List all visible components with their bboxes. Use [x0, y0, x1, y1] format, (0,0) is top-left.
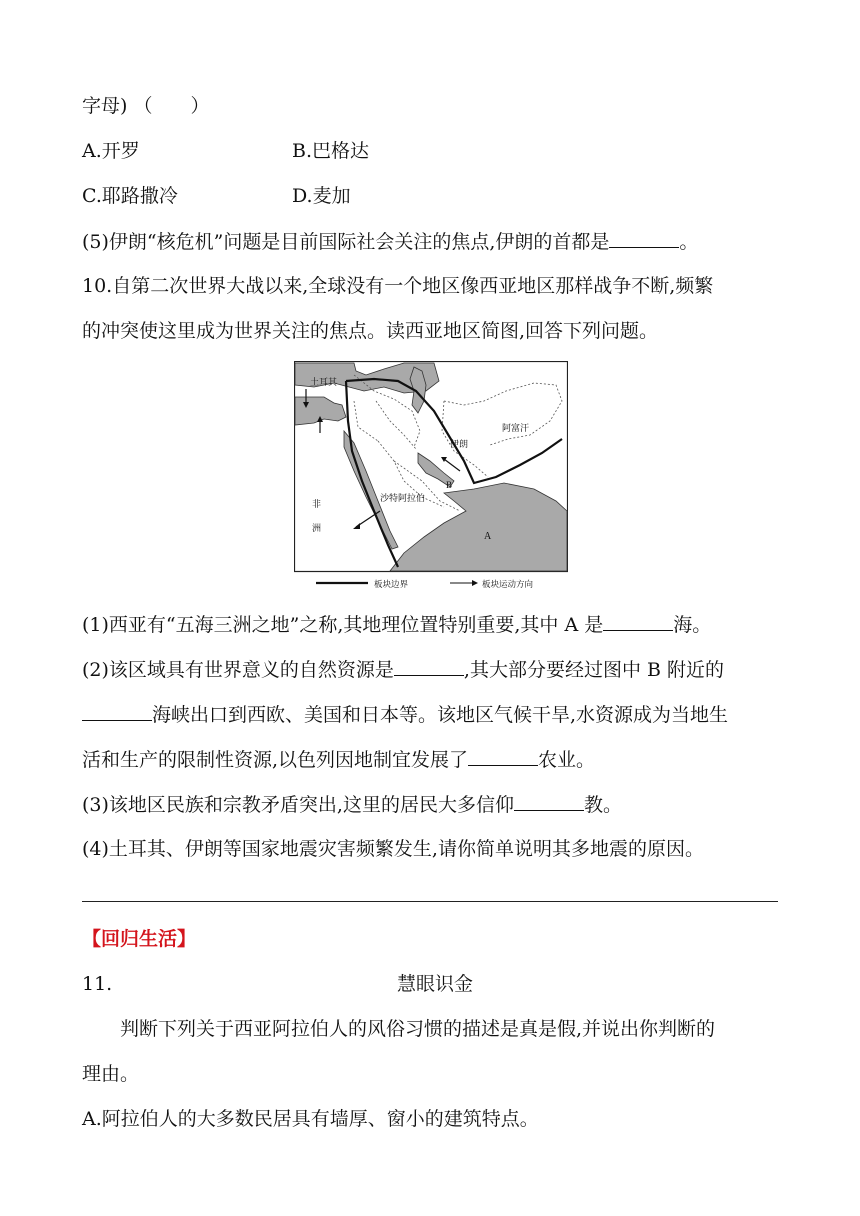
q9-sub5 — [82, 227, 698, 256]
q10-sub2-text: (2)该区域具有世界意义的自然资源是 — [82, 659, 394, 681]
q10-sub4: (4)土耳其、伊朗等国家地震灾害频繁发生,请你简单说明其多地震的原因。 — [82, 838, 704, 860]
q9-option-a: A.开罗 — [82, 140, 140, 162]
q10-intro-line1: 10.自第二次世界大战以来,全球没有一个地区像西亚地区那样战争不断,频繁 — [82, 275, 714, 297]
q10-sub2-line3-end: 农业。 — [538, 749, 596, 771]
q11-body-line1: 判断下列关于西亚阿拉伯人的风俗习惯的描述是真是假,并说出你判断的 — [120, 1018, 716, 1040]
map-label-afghanistan: 阿富汗 — [502, 423, 530, 433]
q10-sub1 — [82, 610, 711, 639]
legend-direction-label: 板块运动方向 — [482, 579, 534, 589]
q11-number: 11. — [82, 973, 113, 995]
q9-sub5-text: (5)伊朗“核危机”问题是目前国际社会关注的焦点,伊朗的首都是 — [82, 231, 610, 253]
map-label-turkey: 土耳其 — [310, 377, 338, 387]
answer-blank[interactable] — [82, 700, 152, 721]
q10-sub2-line3-text: 活和生产的限制性资源,以色列因地制宜发展了 — [82, 749, 469, 771]
q10-sub3 — [82, 790, 622, 819]
q9-continuation: 字母) （ ） — [82, 95, 210, 117]
west-asia-map — [294, 361, 568, 591]
legend-boundary-label: 板块边界 — [374, 579, 409, 589]
map-label-africa-1: 非 — [312, 499, 322, 509]
answer-blank[interactable] — [468, 745, 538, 766]
q11-option-a: A.阿拉伯人的大多数民居具有墙厚、窗小的建筑特点。 — [82, 1108, 539, 1130]
q9-option-b: B.巴格达 — [292, 140, 370, 162]
q9-option-c: C.耶路撒冷 — [82, 185, 178, 207]
legend-direction-arrow — [472, 580, 478, 586]
q10-sub2-line3 — [82, 745, 595, 774]
q10-sub2-line1 — [82, 655, 724, 684]
q10-sub2-mid: ,其大部分要经过图中 B 附近的 — [463, 659, 725, 681]
map-label-a: A — [484, 531, 492, 542]
q10-intro-line2: 的冲突使这里成为世界关注的焦点。读西亚地区简图,回答下列问题。 — [82, 320, 659, 342]
q11-body-line2: 理由。 — [82, 1063, 140, 1085]
map-label-saudi: 沙特阿拉伯 — [380, 493, 426, 503]
q9-option-d: D.麦加 — [292, 185, 351, 207]
answer-blank[interactable] — [609, 227, 679, 248]
answer-blank[interactable] — [394, 655, 464, 676]
q10-sub1-end: 海。 — [673, 614, 712, 636]
q10-sub2-line2 — [82, 700, 728, 729]
map-label-africa-2: 洲 — [312, 523, 322, 533]
q10-sub1-text: (1)西亚有“五海三洲之地”之称,其地理位置特别重要,其中 A 是 — [82, 614, 604, 636]
section-title: 【回归生活】 — [82, 928, 197, 950]
q10-sub3-text: (3)该地区民族和宗教矛盾突出,这里的居民大多信仰 — [82, 794, 514, 816]
answer-blank[interactable] — [603, 610, 673, 631]
map-label-b: B — [446, 480, 453, 490]
q11-title: 慧眼识金 — [397, 973, 474, 995]
q10-sub3-end: 教。 — [583, 794, 622, 816]
q9-sub5-end: 。 — [679, 231, 699, 253]
answer-line[interactable] — [82, 901, 778, 902]
q10-sub2-line2-text: 海峡出口到西欧、美国和日本等。该地区气候干旱,水资源成为当地生 — [152, 704, 729, 726]
answer-blank[interactable] — [514, 790, 584, 811]
map-label-iran: 伊朗 — [450, 439, 469, 449]
